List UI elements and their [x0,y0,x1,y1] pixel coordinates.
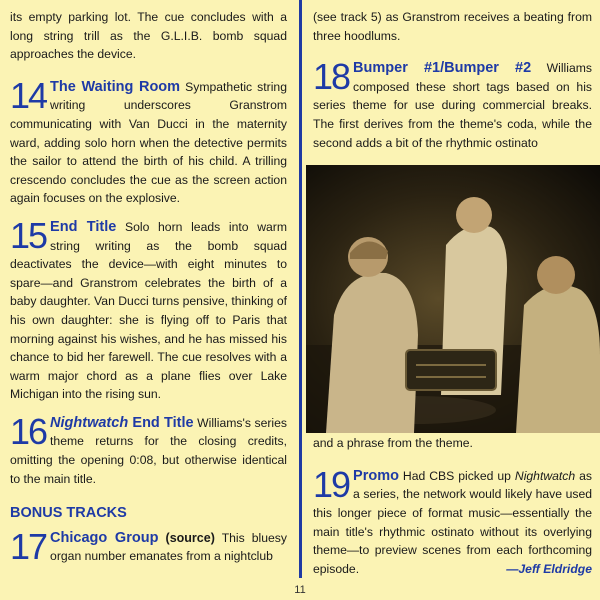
track-number: 14 [10,77,47,116]
track-description-b: as a series, the network would likely have used this longer piece of format music—essentially the main title's rhythmic ostinato without its overlying theme—to preview scenes from each forthcoming episode. [313,468,592,576]
track-description: Solo horn leads into warm string writing as the bomb squad deactivates the device—with eight minutes to spare—and Granstrom celebrates the birth of a baby daughter. Van Ducci turns pensive, thinking of his own daughter: she is flying off to Paris that morning against his wishes, and he has missed his chance to bid her farewell. The cue resolves with a warm major chord as a plane flies over Lake Michigan into the rising sun. [10,219,287,402]
track-title: The Waiting Room [50,78,181,95]
track-15 [10,218,287,404]
track-14 [10,78,287,208]
track-title: Chicago Group [50,529,159,546]
page-number: 11 [294,584,306,596]
track-title-italic: Nightwatch [50,414,129,431]
track-17 [10,529,287,566]
track-title-rest: End Title [128,414,194,431]
bonus-tracks-heading: BONUS TRACKS [10,505,127,522]
track-number: 19 [313,466,350,505]
column-divider [299,0,302,578]
track-description-italic: Nightwatch [514,468,576,483]
bomb-squad-photo [306,165,600,433]
bomb-squad-photo-illustration [306,165,600,433]
track-description: Williams's series theme returns for the closing credits, omitting the opening 0:08, but otherwise identical to the main title. [10,415,287,486]
intro-paragraph: its empty parking lot. The cue concludes with a long string trill as the G.L.I.B. bomb squad approaches the device. [10,10,287,62]
track-18 [313,59,592,152]
track-number: 15 [10,217,47,256]
track-number: 17 [10,528,47,567]
track-description: Sympathetic string writing underscores Granstrom communicating with Van Ducci in the maternity ward, adding solo horn when the detective permits the sailor to attend the birth of his child. A trilling crescendo concludes the cue as the screen action again focuses on the explosive. [10,79,287,206]
after-photo-text: and a phrase from the theme. [313,436,473,451]
track-title: Promo [353,467,399,484]
left-column [10,8,287,566]
intro-paragraph: (see track 5) as Granstrom receives a beating from three hoodlums. [313,10,592,43]
track-19 [313,467,592,579]
track-title: Bumper #1/Bumper #2 [353,60,532,77]
track-number: 18 [313,59,350,98]
track-description-a: Had CBS picked up [398,468,515,483]
track-number: 16 [10,413,47,452]
track-description: This bluesy organ number emanates from a nightclub [50,530,287,564]
track-title: End Title [50,218,117,235]
track-16 [10,414,287,488]
author-signature: —Jeff Eldridge [506,561,592,576]
track-description: Williams composed these short tags based on his series theme for use during commercial breaks. The first derives from the theme's coda, while the second adds a bit of the rhythmic ostinato [313,61,592,150]
track-source-note: (source) [158,530,215,545]
